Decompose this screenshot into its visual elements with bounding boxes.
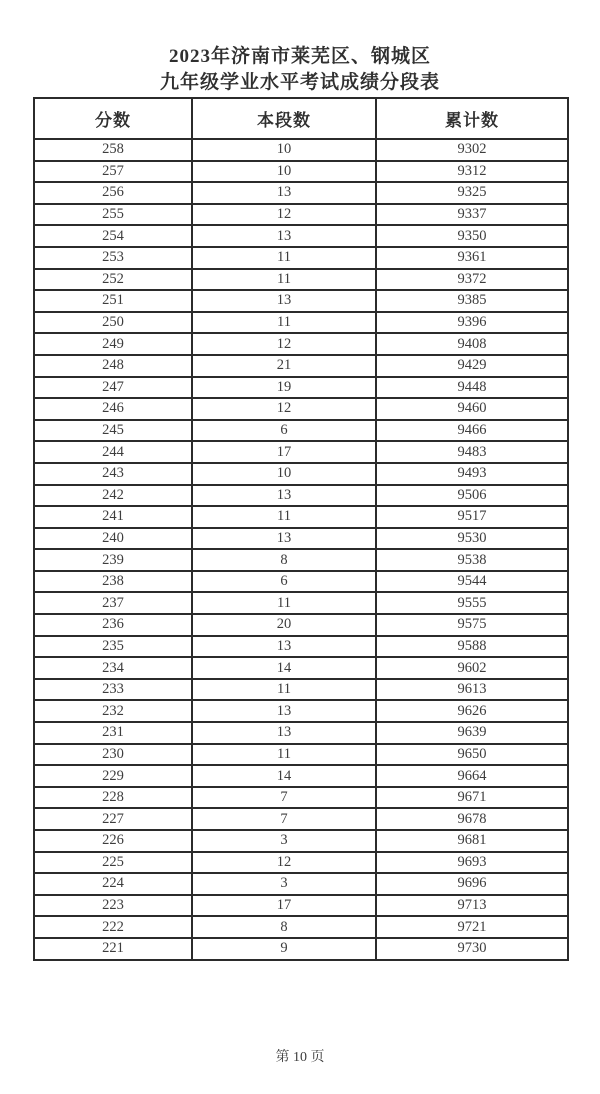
segment-count-cell: 11: [192, 247, 376, 269]
cumulative-count-cell: 9361: [376, 247, 568, 269]
score-cell: 253: [34, 247, 192, 269]
score-cell: 221: [34, 938, 192, 960]
score-cell: 243: [34, 463, 192, 485]
cumulative-count-cell: 9372: [376, 269, 568, 291]
table-row: [34, 592, 568, 614]
table-row: [34, 787, 568, 809]
table-row: [34, 247, 568, 269]
table-row: [34, 765, 568, 787]
cumulative-count-cell: 9517: [376, 506, 568, 528]
cumulative-count-cell: 9396: [376, 312, 568, 334]
segment-count-cell: 13: [192, 528, 376, 550]
header-cumulative-count: 累计数: [376, 98, 568, 139]
score-cell: 246: [34, 398, 192, 420]
table-row: [34, 269, 568, 291]
table-row: [34, 528, 568, 550]
cumulative-count-cell: 9678: [376, 808, 568, 830]
cumulative-count-cell: 9713: [376, 895, 568, 917]
table-row: [34, 938, 568, 960]
segment-count-cell: 13: [192, 636, 376, 658]
header-score: 分数: [34, 98, 192, 139]
cumulative-count-cell: 9544: [376, 571, 568, 593]
table-row: [34, 571, 568, 593]
cumulative-count-cell: 9602: [376, 657, 568, 679]
segment-count-cell: 20: [192, 614, 376, 636]
score-cell: 223: [34, 895, 192, 917]
cumulative-count-cell: 9696: [376, 873, 568, 895]
score-cell: 230: [34, 744, 192, 766]
score-cell: 242: [34, 485, 192, 507]
score-cell: 226: [34, 830, 192, 852]
segment-count-cell: 13: [192, 722, 376, 744]
segment-count-cell: 8: [192, 549, 376, 571]
segment-count-cell: 14: [192, 765, 376, 787]
segment-count-cell: 3: [192, 873, 376, 895]
score-distribution-table: [33, 97, 569, 961]
table-row: [34, 398, 568, 420]
segment-count-cell: 7: [192, 787, 376, 809]
segment-count-cell: 7: [192, 808, 376, 830]
segment-count-cell: 17: [192, 441, 376, 463]
table-row: [34, 506, 568, 528]
table-row: [34, 333, 568, 355]
score-cell: 227: [34, 808, 192, 830]
document-title: [0, 44, 600, 96]
segment-count-cell: 11: [192, 592, 376, 614]
table-header-row: [34, 98, 568, 139]
segment-count-cell: 13: [192, 225, 376, 247]
cumulative-count-cell: 9350: [376, 225, 568, 247]
score-cell: 252: [34, 269, 192, 291]
table-row: [34, 852, 568, 874]
cumulative-count-cell: 9626: [376, 700, 568, 722]
page-number-footer: 第 10 页: [275, 1050, 325, 1065]
table-row: [34, 895, 568, 917]
cumulative-count-cell: 9408: [376, 333, 568, 355]
segment-count-cell: 13: [192, 700, 376, 722]
segment-count-cell: 10: [192, 139, 376, 161]
table-row: [34, 377, 568, 399]
score-cell: 249: [34, 333, 192, 355]
cumulative-count-cell: 9312: [376, 161, 568, 183]
table-row: [34, 722, 568, 744]
table-row: [34, 700, 568, 722]
score-cell: 235: [34, 636, 192, 658]
cumulative-count-cell: 9302: [376, 139, 568, 161]
score-cell: 224: [34, 873, 192, 895]
score-cell: 231: [34, 722, 192, 744]
segment-count-cell: 6: [192, 571, 376, 593]
score-cell: 241: [34, 506, 192, 528]
segment-count-cell: 11: [192, 744, 376, 766]
score-cell: 233: [34, 679, 192, 701]
score-cell: 238: [34, 571, 192, 593]
segment-count-cell: 11: [192, 269, 376, 291]
segment-count-cell: 13: [192, 290, 376, 312]
score-cell: 256: [34, 182, 192, 204]
score-cell: 258: [34, 139, 192, 161]
score-cell: 236: [34, 614, 192, 636]
score-cell: 245: [34, 420, 192, 442]
score-cell: 240: [34, 528, 192, 550]
segment-count-cell: 19: [192, 377, 376, 399]
score-cell: 229: [34, 765, 192, 787]
score-cell: 250: [34, 312, 192, 334]
cumulative-count-cell: 9639: [376, 722, 568, 744]
table-row: [34, 549, 568, 571]
cumulative-count-cell: 9681: [376, 830, 568, 852]
cumulative-count-cell: 9575: [376, 614, 568, 636]
table-row: [34, 290, 568, 312]
segment-count-cell: 12: [192, 204, 376, 226]
table-row: [34, 355, 568, 377]
segment-count-cell: 13: [192, 485, 376, 507]
table-row: [34, 441, 568, 463]
cumulative-count-cell: 9483: [376, 441, 568, 463]
cumulative-count-cell: 9538: [376, 549, 568, 571]
table-row: [34, 139, 568, 161]
score-cell: 257: [34, 161, 192, 183]
segment-count-cell: 11: [192, 506, 376, 528]
score-cell: 247: [34, 377, 192, 399]
score-cell: 222: [34, 916, 192, 938]
cumulative-count-cell: 9721: [376, 916, 568, 938]
score-cell: 244: [34, 441, 192, 463]
score-cell: 225: [34, 852, 192, 874]
table-row: [34, 744, 568, 766]
segment-count-cell: 21: [192, 355, 376, 377]
cumulative-count-cell: 9671: [376, 787, 568, 809]
table-row: [34, 182, 568, 204]
cumulative-count-cell: 9466: [376, 420, 568, 442]
segment-count-cell: 11: [192, 679, 376, 701]
cumulative-count-cell: 9613: [376, 679, 568, 701]
segment-count-cell: 11: [192, 312, 376, 334]
table-row: [34, 830, 568, 852]
cumulative-count-cell: 9429: [376, 355, 568, 377]
score-cell: 232: [34, 700, 192, 722]
segment-count-cell: 8: [192, 916, 376, 938]
table-row: [34, 679, 568, 701]
table-row: [34, 808, 568, 830]
table-row: [34, 636, 568, 658]
score-cell: 237: [34, 592, 192, 614]
score-cell: 248: [34, 355, 192, 377]
table-row: [34, 420, 568, 442]
score-cell: 234: [34, 657, 192, 679]
table-row: [34, 485, 568, 507]
cumulative-count-cell: 9325: [376, 182, 568, 204]
cumulative-count-cell: 9664: [376, 765, 568, 787]
table-row: [34, 916, 568, 938]
cumulative-count-cell: 9460: [376, 398, 568, 420]
table-row: [34, 463, 568, 485]
cumulative-count-cell: 9385: [376, 290, 568, 312]
table-row: [34, 657, 568, 679]
segment-count-cell: 10: [192, 463, 376, 485]
cumulative-count-cell: 9530: [376, 528, 568, 550]
segment-count-cell: 14: [192, 657, 376, 679]
table-row: [34, 204, 568, 226]
segment-count-cell: 12: [192, 398, 376, 420]
segment-count-cell: 3: [192, 830, 376, 852]
segment-count-cell: 13: [192, 182, 376, 204]
score-cell: 228: [34, 787, 192, 809]
table-row: [34, 873, 568, 895]
title-line-2: 九年级学业水平考试成绩分段表: [159, 72, 440, 93]
cumulative-count-cell: 9650: [376, 744, 568, 766]
cumulative-count-cell: 9730: [376, 938, 568, 960]
cumulative-count-cell: 9448: [376, 377, 568, 399]
cumulative-count-cell: 9337: [376, 204, 568, 226]
table-row: [34, 312, 568, 334]
score-cell: 255: [34, 204, 192, 226]
table-row: [34, 614, 568, 636]
cumulative-count-cell: 9693: [376, 852, 568, 874]
segment-count-cell: 12: [192, 852, 376, 874]
score-table-body: [34, 139, 568, 960]
table-row: [34, 225, 568, 247]
segment-count-cell: 6: [192, 420, 376, 442]
segment-count-cell: 17: [192, 895, 376, 917]
score-cell: 251: [34, 290, 192, 312]
table-row: [34, 161, 568, 183]
segment-count-cell: 10: [192, 161, 376, 183]
cumulative-count-cell: 9506: [376, 485, 568, 507]
header-segment-count: 本段数: [192, 98, 376, 139]
segment-count-cell: 9: [192, 938, 376, 960]
score-cell: 239: [34, 549, 192, 571]
cumulative-count-cell: 9555: [376, 592, 568, 614]
cumulative-count-cell: 9493: [376, 463, 568, 485]
score-cell: 254: [34, 225, 192, 247]
cumulative-count-cell: 9588: [376, 636, 568, 658]
title-line-1: 2023年济南市莱芜区、钢城区: [168, 46, 431, 67]
segment-count-cell: 12: [192, 333, 376, 355]
